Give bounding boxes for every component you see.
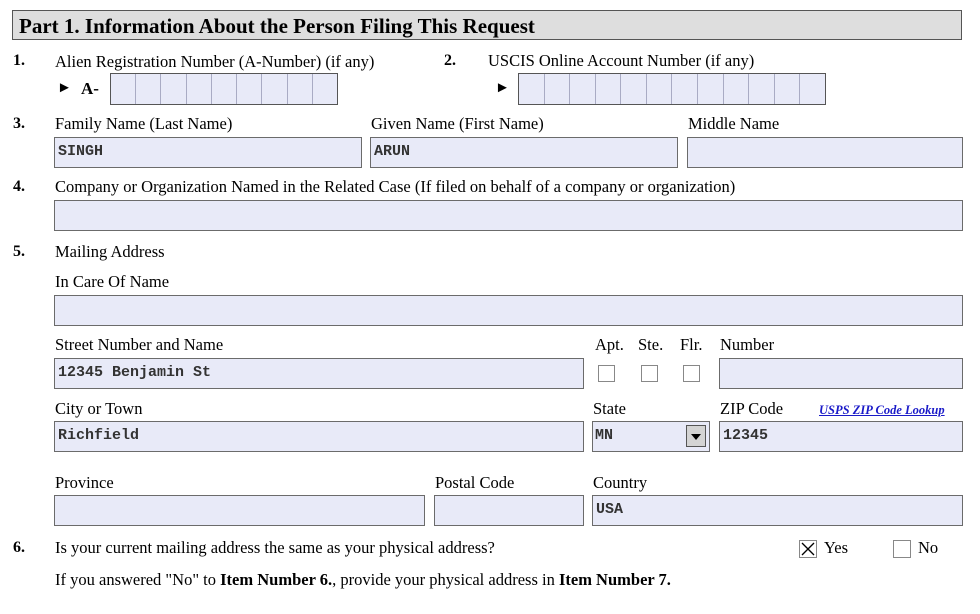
state-select[interactable]	[592, 421, 710, 452]
uscis-account-label: USCIS Online Account Number (if any)	[488, 51, 755, 70]
country-label: Country	[593, 473, 648, 492]
unit-number-input[interactable]	[719, 358, 963, 389]
flr-checkbox[interactable]	[683, 365, 700, 382]
same-address-yes-label: Yes	[824, 538, 849, 557]
checkmark-x-icon	[800, 541, 816, 557]
item-5-number: 5.	[13, 243, 25, 260]
a-number-arrow-icon: ►	[57, 80, 72, 96]
state-dropdown-button[interactable]	[686, 425, 706, 447]
part-1-title: Part 1. Information About the Person Filing This Request	[19, 14, 535, 38]
family-name-label: Family Name (Last Name)	[55, 114, 233, 133]
item-1-number: 1.	[13, 52, 25, 69]
zip-label: ZIP Code	[720, 399, 784, 418]
apt-label: Apt.	[595, 335, 624, 354]
middle-name-label: Middle Name	[688, 114, 780, 133]
uscis-account-arrow-icon: ►	[495, 80, 510, 96]
item-2-number: 2.	[444, 52, 456, 69]
instruction-text-c: , provide your physical address in	[332, 570, 559, 589]
a-number-prefix: A-	[81, 79, 99, 98]
state-value: MN	[595, 427, 614, 444]
zip-input[interactable]: 12345	[719, 421, 963, 452]
middle-name-input[interactable]	[687, 137, 963, 168]
postal-code-input[interactable]	[434, 495, 584, 526]
item-6-number: 6.	[13, 539, 25, 556]
company-name-input[interactable]	[54, 200, 963, 231]
street-input[interactable]: 12345 Benjamin St	[54, 358, 584, 389]
same-address-question: Is your current mailing address the same as your physical address?	[55, 538, 495, 557]
given-name-label: Given Name (First Name)	[371, 114, 544, 133]
same-address-yes-checkbox[interactable]	[799, 540, 817, 558]
instruction-item-7-ref: Item Number 7.	[558, 570, 671, 589]
chevron-down-icon	[687, 426, 705, 446]
apt-checkbox[interactable]	[598, 365, 615, 382]
street-label: Street Number and Name	[55, 335, 224, 354]
part-1-header	[12, 10, 962, 40]
item-4-number: 4.	[13, 178, 25, 195]
family-name-input[interactable]: SINGH	[54, 137, 362, 168]
ste-checkbox[interactable]	[641, 365, 658, 382]
uscis-account-input[interactable]	[518, 73, 826, 105]
province-label: Province	[55, 473, 114, 492]
city-label: City or Town	[55, 399, 143, 418]
item-3-number: 3.	[13, 115, 25, 132]
postal-code-label: Postal Code	[435, 473, 515, 492]
mailing-address-label: Mailing Address	[55, 242, 165, 261]
instruction-text-a: If you answered "No" to	[55, 570, 221, 589]
care-of-label: In Care Of Name	[55, 272, 170, 291]
company-name-label: Company or Organization Named in the Related Case (If filed on behalf of a company or organization)	[55, 177, 736, 196]
province-input[interactable]	[54, 495, 425, 526]
country-input[interactable]: USA	[592, 495, 963, 526]
flr-label: Flr.	[680, 335, 703, 354]
state-label: State	[593, 399, 626, 418]
same-address-no-label: No	[918, 538, 939, 557]
care-of-input[interactable]	[54, 295, 963, 326]
a-number-input[interactable]	[110, 73, 338, 105]
unit-number-label: Number	[720, 335, 775, 354]
a-number-label: Alien Registration Number (A-Number) (if any)	[55, 52, 375, 71]
given-name-input[interactable]: ARUN	[370, 137, 678, 168]
usps-zip-lookup-link[interactable]: USPS ZIP Code Lookup	[819, 403, 945, 417]
city-input[interactable]: Richfield	[54, 421, 584, 452]
instruction-item-6-ref: Item Number 6.	[220, 570, 333, 589]
physical-address-instruction	[55, 570, 671, 590]
same-address-no-checkbox[interactable]	[893, 540, 911, 558]
ste-label: Ste.	[638, 335, 664, 354]
